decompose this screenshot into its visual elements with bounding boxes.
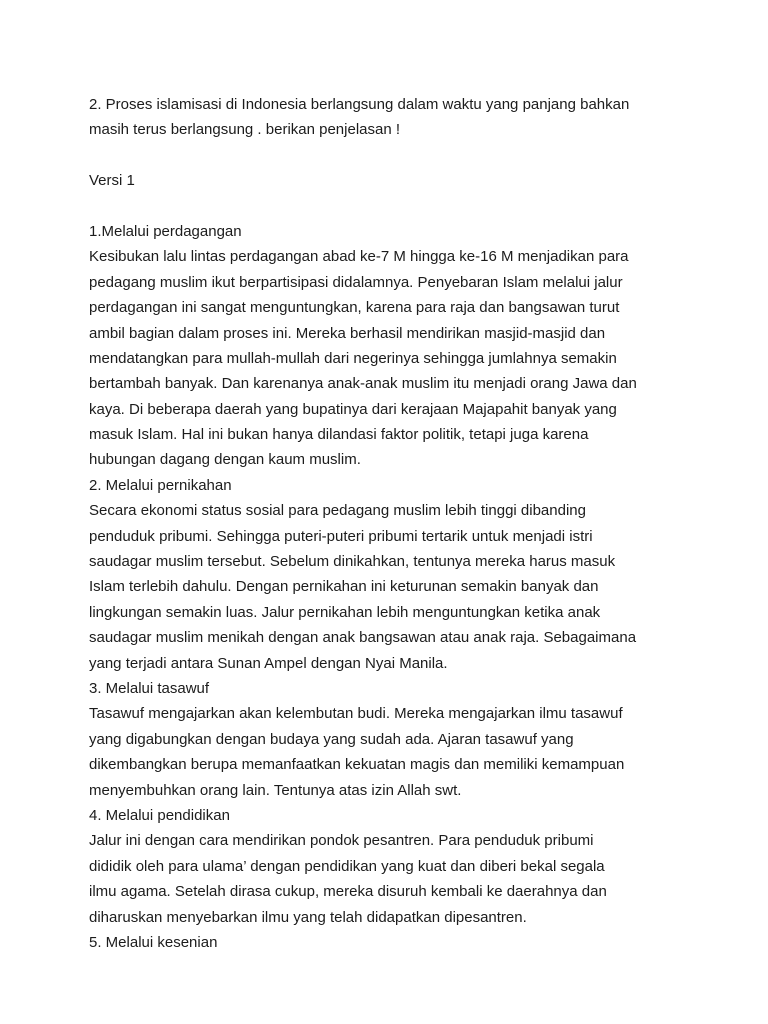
section-line: dididik oleh para ulama’ dengan pendidikan yang kuat dan diberi bekal segala — [89, 857, 605, 875]
section-line: yang digabungkan dengan budaya yang sudah ada. Ajaran tasawuf yang — [89, 730, 574, 748]
section-pendidikan — [89, 803, 709, 930]
section-line: menyembuhkan orang lain. Tentunya atas izin Allah swt. — [89, 781, 462, 799]
paragraph-spacer — [89, 194, 709, 219]
section-heading: 4. Melalui pendidikan — [89, 806, 230, 824]
section-perdagangan — [89, 219, 709, 473]
document-body — [89, 92, 709, 955]
section-line: kaya. Di beberapa daerah yang bupatinya dari kerajaan Majapahit banyak yang — [89, 400, 617, 418]
section-line: diharuskan menyebarkan ilmu yang telah didapatkan dipesantren. — [89, 908, 527, 926]
section-pernikahan — [89, 473, 709, 676]
section-line: bertambah banyak. Dan karenanya anak-anak muslim itu menjadi orang Jawa dan — [89, 375, 637, 393]
section-line: Tasawuf mengajarkan akan kelembutan budi. Mereka mengajarkan ilmu tasawuf — [89, 705, 623, 723]
section-heading: 5. Melalui kesenian — [89, 933, 218, 951]
section-line: Kesibukan lalu lintas perdagangan abad ke-7 M hingga ke-16 M menjadikan para — [89, 248, 629, 266]
section-tasawuf — [89, 676, 709, 803]
section-line: hubungan dagang dengan kaum muslim. — [89, 451, 361, 469]
section-line: saudagar muslim menikah dengan anak bangsawan atau anak raja. Sebagaimana — [89, 629, 637, 647]
section-line: mendatangkan para mullah-mullah dari negerinya sehingga jumlahnya semakin — [89, 349, 617, 367]
section-line: dikembangkan berupa memanfaatkan kekuatan magis dan memiliki kemampuan — [89, 756, 625, 774]
section-heading: 1.Melalui perdagangan — [89, 222, 242, 240]
section-line: masuk Islam. Hal ini bukan hanya dilandasi faktor politik, tetapi juga karena — [89, 426, 589, 444]
question-line: 2. Proses islamisasi di Indonesia berlangsung dalam waktu yang panjang bahkan — [89, 96, 630, 113]
section-line: saudagar muslim tersebut. Sebelum dinikahkan, tentunya mereka harus masuk — [89, 553, 616, 571]
section-line: penduduk pribumi. Sehingga puteri-puteri pribumi tertarik untuk menjadi istri — [89, 527, 593, 545]
paragraph-spacer — [89, 143, 709, 168]
section-line: pedagang muslim ikut berpartisipasi didalamnya. Penyebaran Islam melalui jalur — [89, 273, 623, 291]
section-heading: 3. Melalui tasawuf — [89, 679, 210, 697]
section-line: perdagangan ini sangat menguntungkan, karena para raja dan bangsawan turut — [89, 299, 620, 317]
section-line: Islam terlebih dahulu. Dengan pernikahan ini keturunan semakin banyak dan — [89, 578, 599, 596]
section-line: Secara ekonomi status sosial para pedagang muslim lebih tinggi dibanding — [89, 502, 586, 520]
section-line: ilmu agama. Setelah dirasa cukup, mereka disuruh kembali ke daerahnya dan — [89, 883, 607, 901]
section-kesenian — [89, 930, 709, 955]
section-line: yang terjadi antara Sunan Ampel dengan Nyai Manila. — [89, 654, 448, 672]
section-line: Jalur ini dengan cara mendirikan pondok pesantren. Para penduduk pribumi — [89, 832, 594, 850]
section-line: ambil bagian dalam proses ini. Mereka berhasil mendirikan masjid-masjid dan — [89, 324, 606, 342]
question-line: masih terus berlangsung . berikan penjelasan ! — [89, 121, 401, 139]
question-paragraph — [89, 92, 709, 143]
section-line: lingkungan semakin luas. Jalur pernikahan lebih menguntungkan ketika anak — [89, 603, 601, 621]
section-heading: 2. Melalui pernikahan — [89, 476, 232, 494]
version-label: Versi 1 — [89, 172, 135, 190]
